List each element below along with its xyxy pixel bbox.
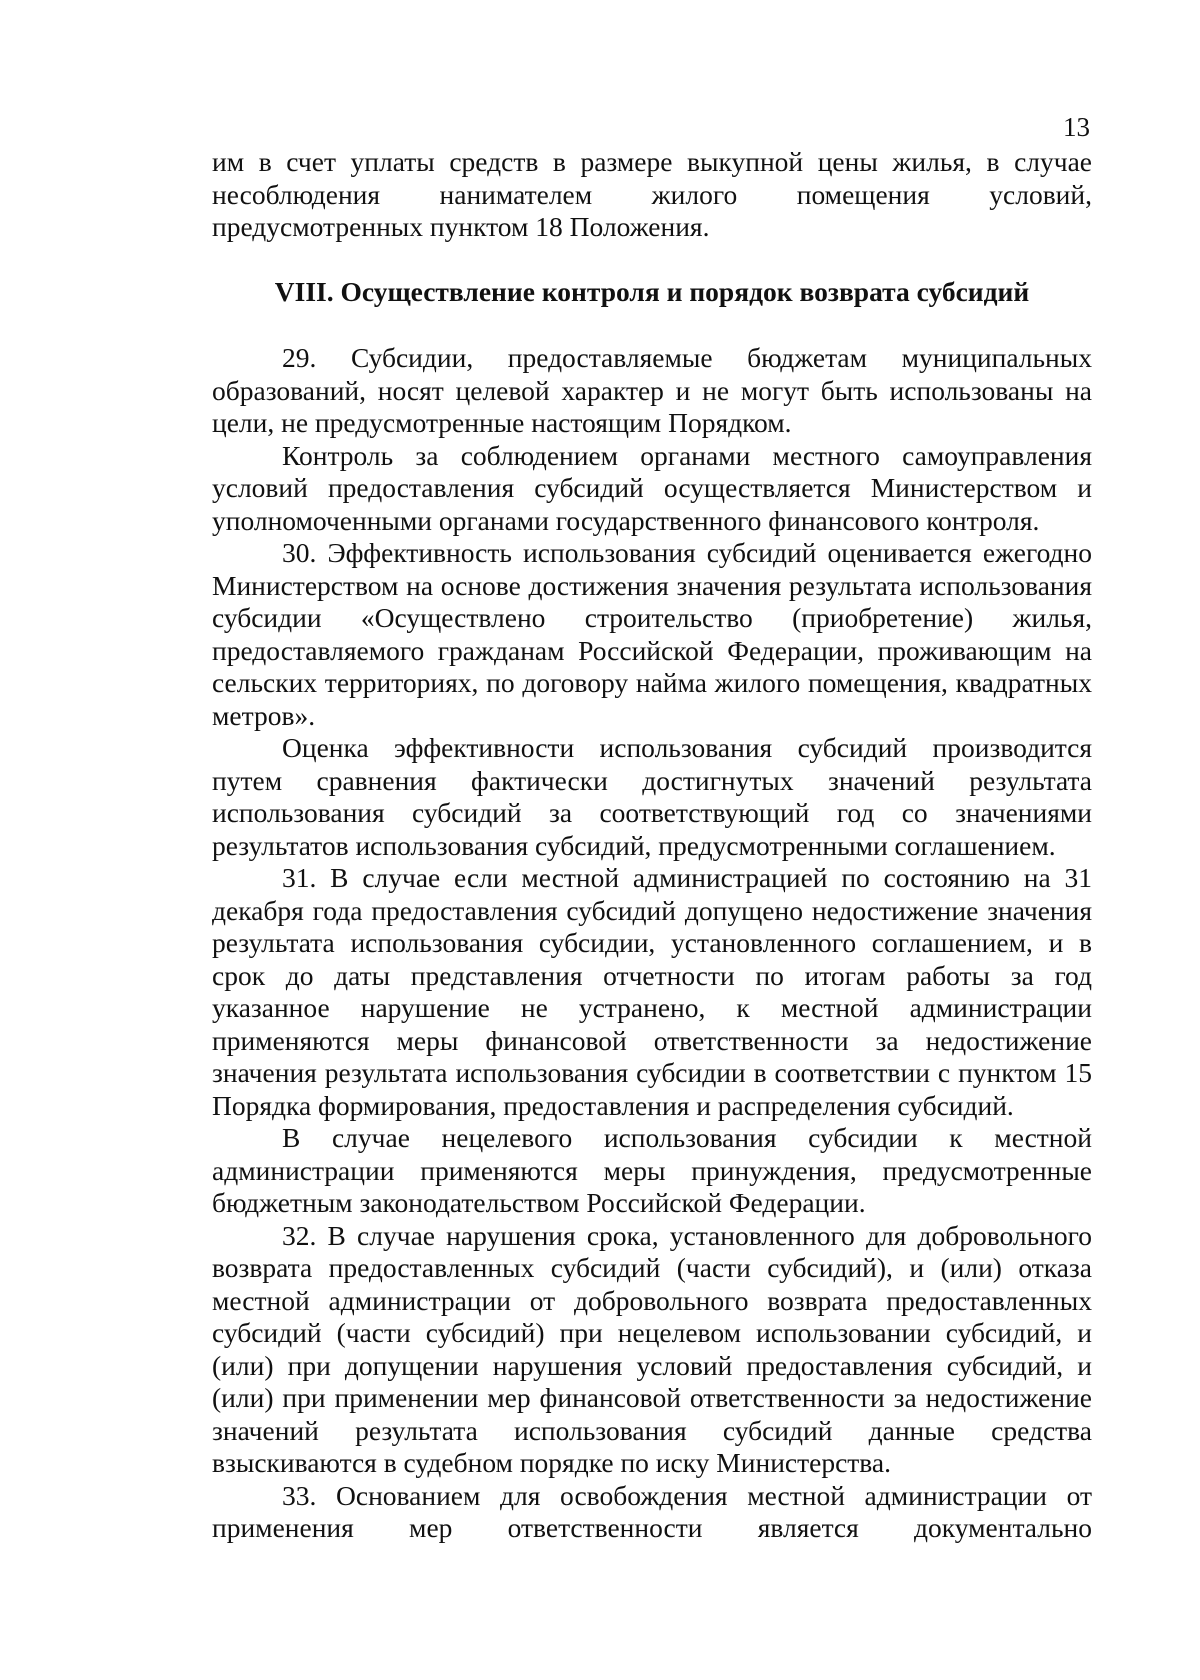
paragraph-misuse: В случае нецелевого использования субсидии к местной администрации применяются меры принуждения, предусмотренные бюджетным законодательством Российской Федерации. xyxy=(212,1122,1092,1218)
paragraph-evaluation: Оценка эффективности использования субсидий производится путем сравнения фактически достигнутых значений результата использования субсидий за соответствующий год со значениями результатов использования субсидий, предусмотренными соглашением. xyxy=(212,732,1092,861)
paragraph-30: 30. Эффективность использования субсидий оценивается ежегодно Министерством на основе достижения значения результата использования субсидии «Осуществлено строительство (приобретение) жилья, предоставляемого гражданам Российской Федерации, проживающим на сельских территориях, по договору найма жилого помещения, квадратных метров». xyxy=(212,537,1092,731)
page-number: 13 xyxy=(1063,112,1090,142)
paragraph-31: 31. В случае если местной администрацией по состоянию на 31 декабря года предоставления субсидий допущено недостижение значения результата использования субсидии, установленного соглашением, и в срок до даты представления отчетности по итогам работы за год указанное нарушение не устранено, к местной администрации применяются меры финансовой ответственности за недостижение значения результата использования субсидии в соответствии с пунктом 15 Порядка формирования, предоставления и распределения субсидий. xyxy=(212,862,1092,1121)
paragraph-33: 33. Основанием для освобождения местной администрации от применения мер ответственности является документально xyxy=(212,1479,1092,1543)
continuation-paragraph: им в счет уплаты средств в размере выкупной цены жилья, в случае несоблюдения нанимателем жилого помещения условий, предусмотренных пунктом 18 Положения. xyxy=(212,146,1092,242)
paragraph-32: 32. В случае нарушения срока, установленного для добровольного возврата предоставленных субсидий (части субсидий), и (или) отказа местной администрации от добровольного возврата предоставленных субсидий (части субсидий) при нецелевом использовании субсидий, и (или) при допущении нарушения условий предоставления субсидий, и (или) при применении мер финансовой ответственности за недостижение значений результата использования субсидий данные средства взыскиваются в судебном порядке по иску Министерства. xyxy=(212,1219,1092,1478)
document-body xyxy=(212,146,1092,1545)
paragraph-control: Контроль за соблюдением органами местного самоуправления условий предоставления субсидий осуществляется Министерством и уполномоченными органами государственного финансового контроля. xyxy=(212,439,1092,536)
paragraph-29: 29. Субсидии, предоставляемые бюджетам муниципальных образований, носят целевой характер и не могут быть использованы на цели, не предусмотренные настоящим Порядком. xyxy=(212,342,1092,438)
section-heading: VIII. Осуществление контроля и порядок возврата субсидий xyxy=(274,275,1030,307)
